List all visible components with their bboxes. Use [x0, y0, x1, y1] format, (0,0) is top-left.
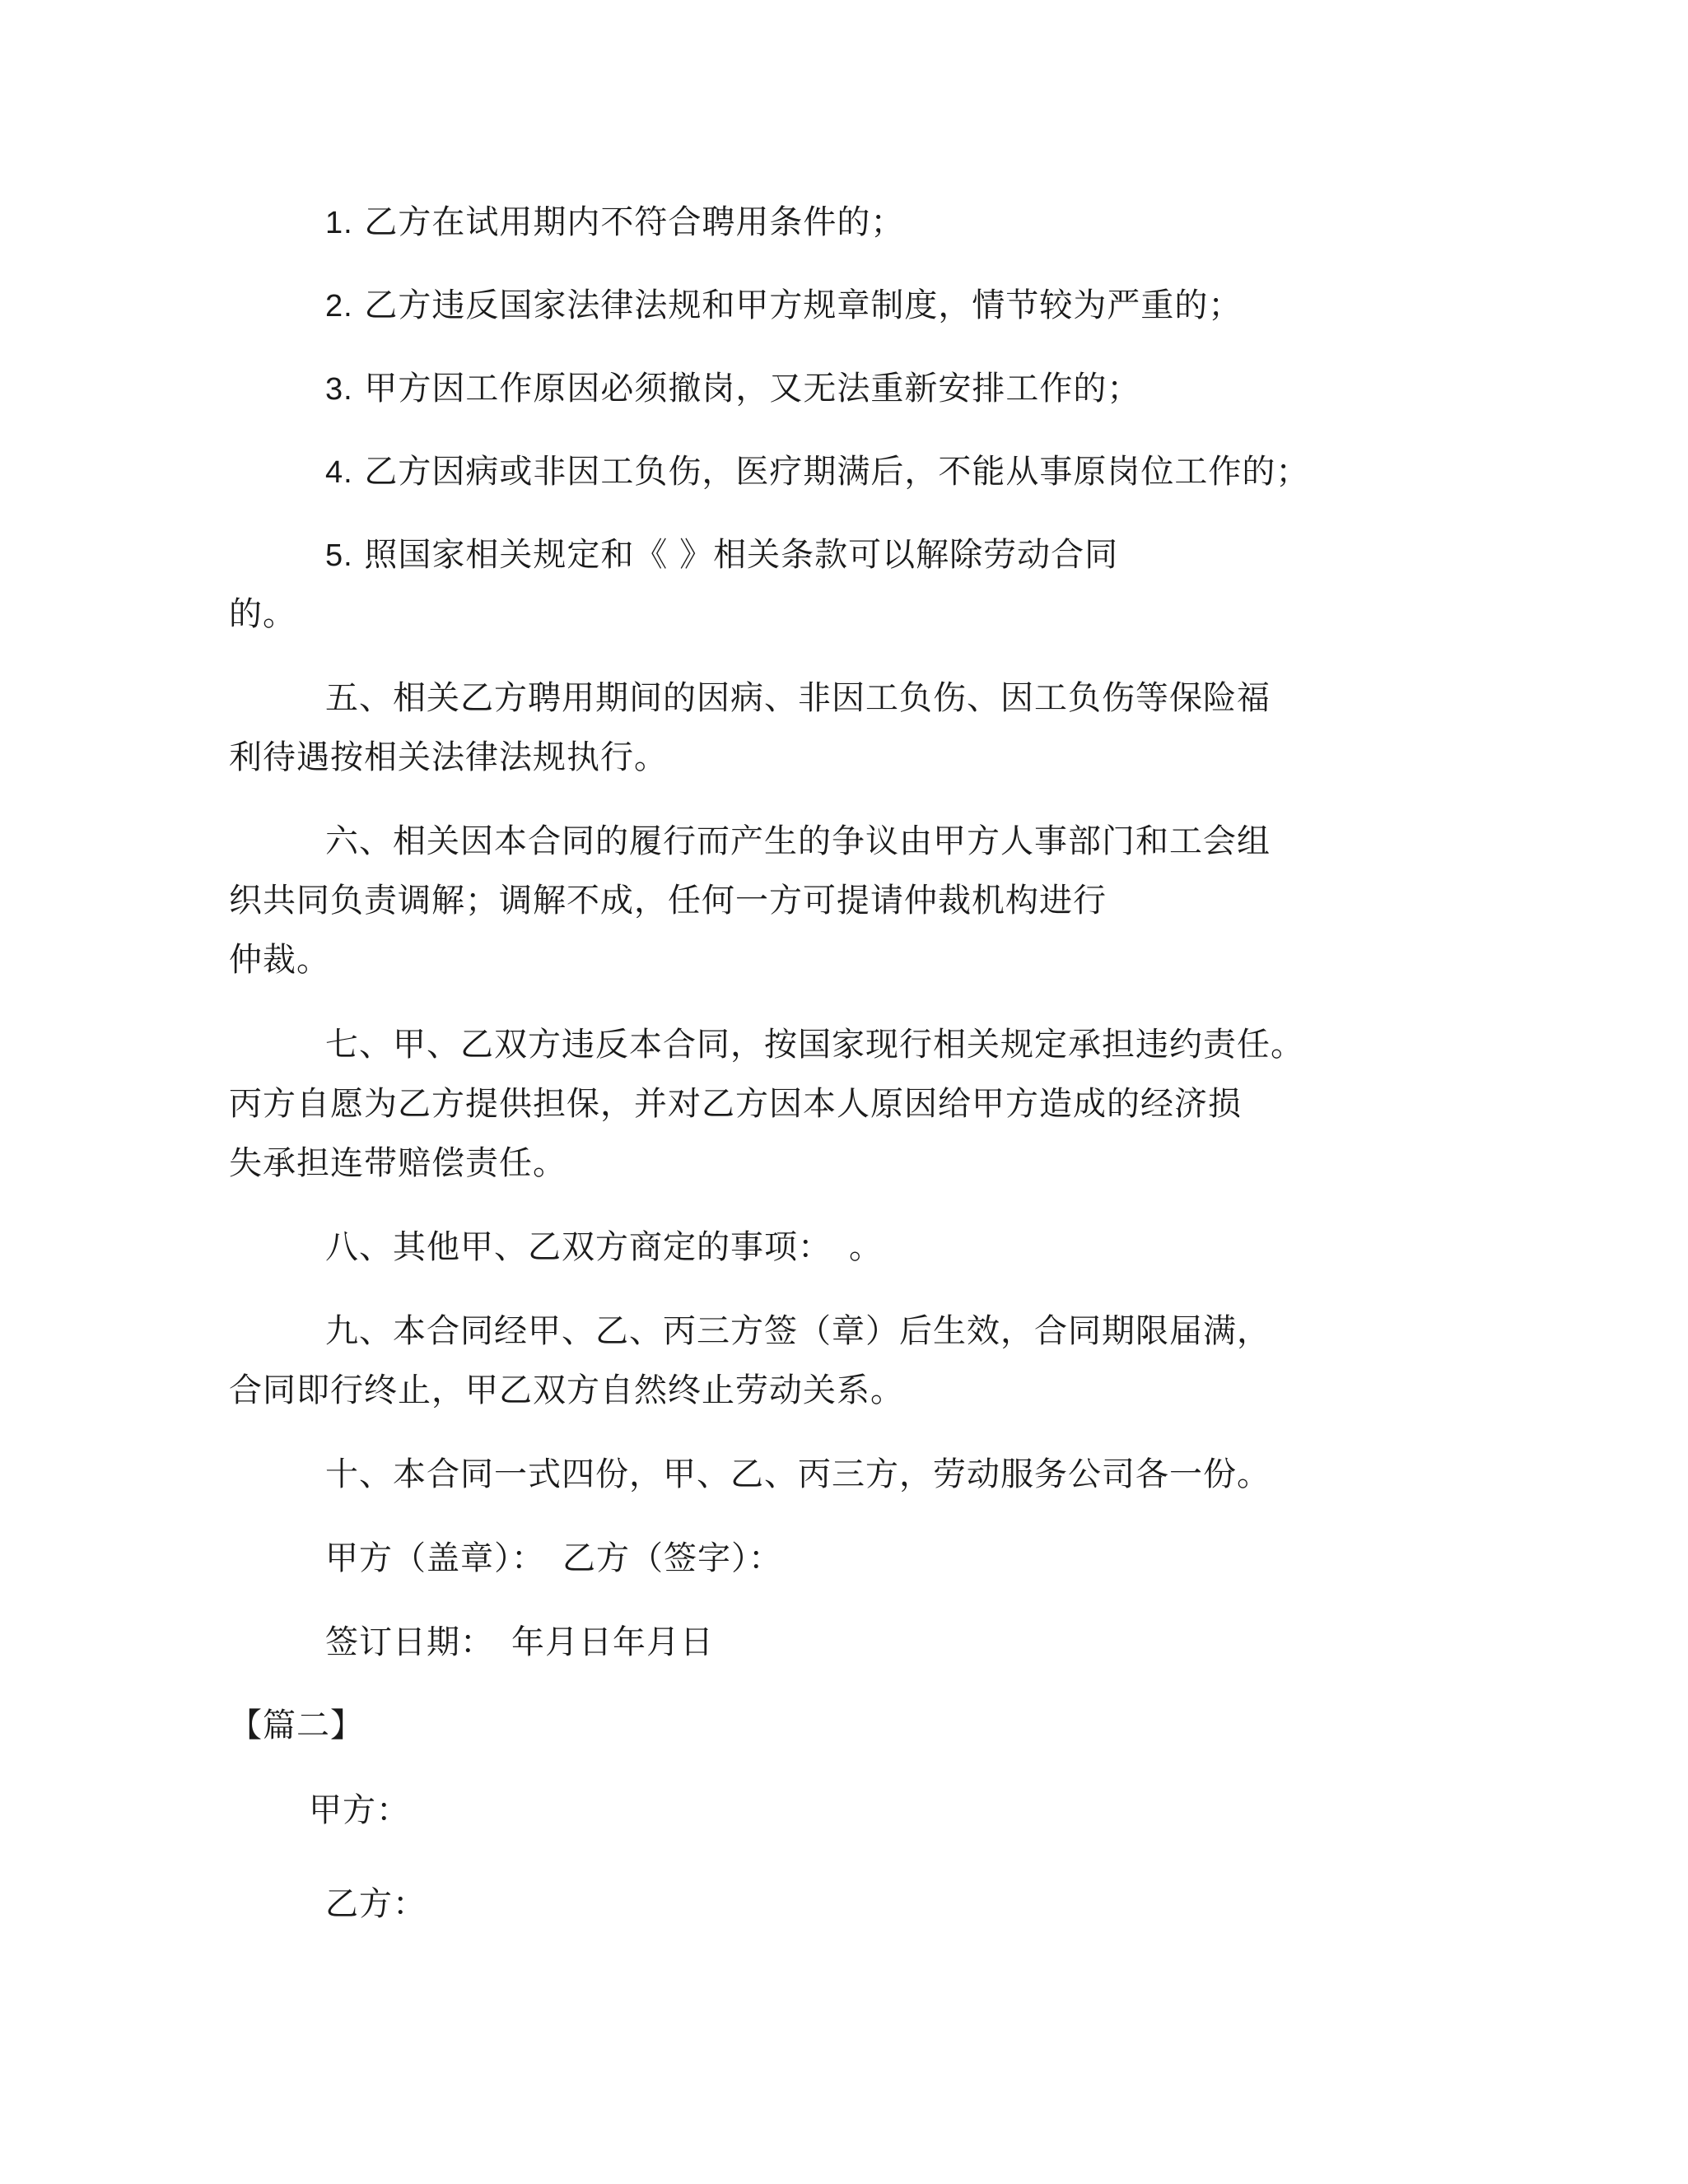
party-b-label: 乙方： — [325, 1885, 427, 1923]
clause-6-line-2: 织共同负责调解；调解不成，任何一方可提请仲裁机构进行 — [229, 882, 1107, 920]
list-number: 4. — [325, 455, 353, 490]
list-item-3 — [325, 369, 1140, 409]
list-text: 照国家相关规定和《 》相关条款可以解除劳动合同 — [364, 536, 1119, 574]
list-text: 乙方因病或非因工负伤，医疗期满后，不能从事原岗位工作的； — [364, 453, 1310, 491]
list-text: 乙方在试用期内不符合聘用条件的； — [364, 203, 905, 241]
clause-7-line-3: 失承担连带赔偿责任。 — [229, 1144, 567, 1182]
list-number: 1. — [325, 206, 353, 240]
list-number: 2. — [325, 289, 353, 324]
clause-10: 十、本合同一式四份，甲、乙、丙三方，劳动服务公司各一份。 — [325, 1455, 1271, 1493]
list-text: 甲方因工作原因必须撤岗，又无法重新安排工作的； — [364, 370, 1141, 407]
party-a-label: 甲方： — [309, 1791, 410, 1829]
section-heading: 【篇二】 — [229, 1707, 364, 1744]
list-text: 乙方违反国家法律法规和甲方规章制度，情节较为严重的； — [364, 286, 1243, 324]
clause-7-line-1: 七、甲、乙双方违反本合同，按国家现行相关规定承担违约责任。 — [325, 1026, 1304, 1064]
list-item-1 — [325, 203, 904, 243]
clause-8: 八、其他甲、乙双方商定的事项： 。 — [325, 1228, 883, 1266]
clause-9-line-2: 合同即行终止，甲乙双方自然终止劳动关系。 — [229, 1371, 904, 1409]
sign-date-line: 签订日期： 年月日年月日 — [325, 1623, 714, 1661]
clause-6-line-3: 仲裁。 — [229, 941, 330, 979]
clause-9-line-1: 九、本合同经甲、乙、丙三方签（章）后生效，合同期限届满， — [325, 1312, 1271, 1350]
clause-5-line-1: 五、相关乙方聘用期间的因病、非因工负伤、因工负伤等保险福 — [325, 679, 1271, 717]
list-item-4 — [325, 452, 1309, 492]
clause-7-line-2: 丙方自愿为乙方提供担保，并对乙方因本人原因给甲方造成的经济损 — [229, 1085, 1242, 1123]
list-item-5-continuation: 的。 — [229, 595, 296, 633]
clause-5-line-2: 利待遇按相关法律法规执行。 — [229, 738, 668, 776]
list-item-2 — [325, 286, 1242, 326]
clause-6-line-1: 六、相关因本合同的履行而产生的争议由甲方人事部门和工会组 — [325, 822, 1271, 860]
list-number: 3. — [325, 372, 353, 407]
list-item-5 — [325, 535, 1118, 575]
signature-line: 甲方（盖章）： 乙方（签字）： — [325, 1539, 782, 1577]
list-number: 5. — [325, 538, 353, 573]
